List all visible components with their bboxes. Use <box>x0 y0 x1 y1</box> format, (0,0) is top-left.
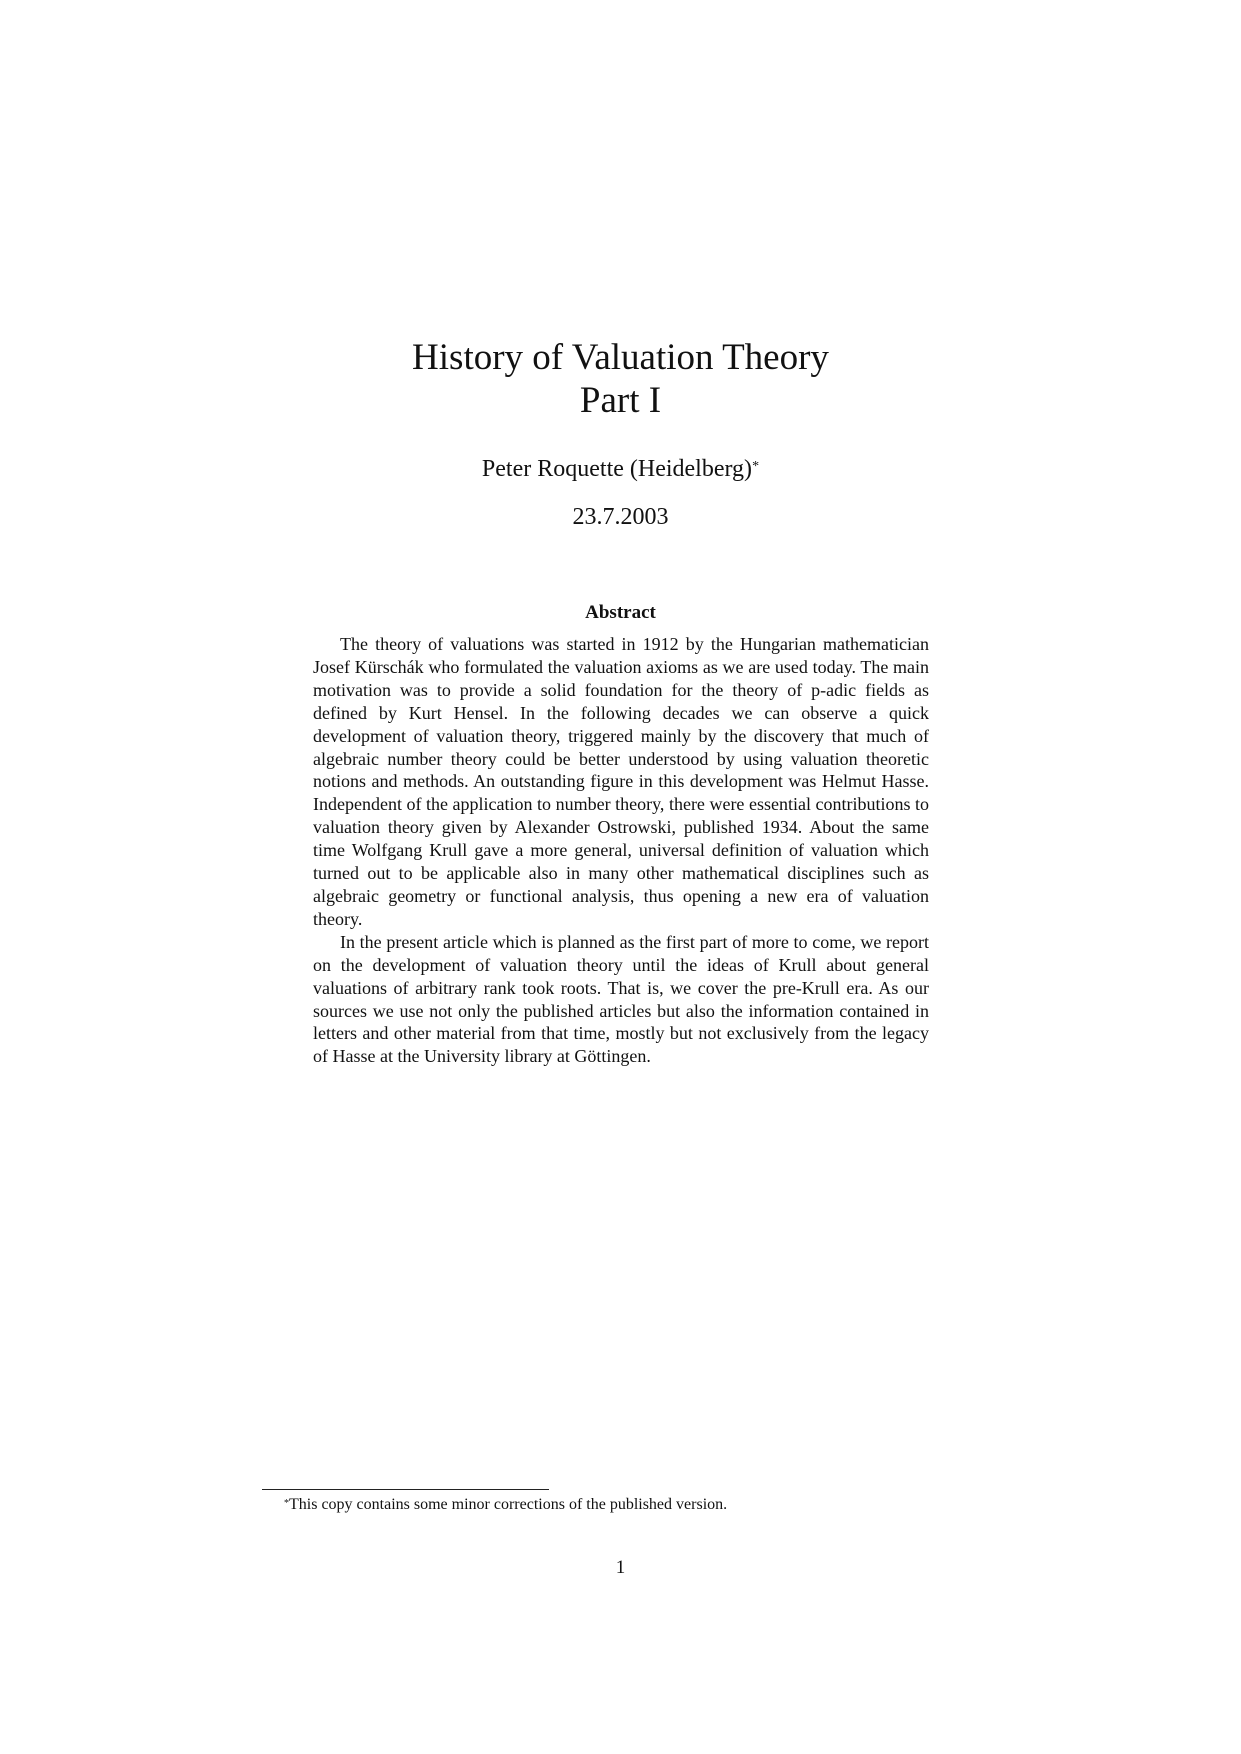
author-footnote-mark: * <box>752 459 760 474</box>
title-line-1: History of Valuation Theory <box>412 337 829 378</box>
page-number: 1 <box>615 1557 626 1578</box>
footnote-mark: * <box>284 1498 289 1509</box>
abstract-heading: Abstract <box>585 602 656 623</box>
author-name: Peter Roquette (Heidelberg) <box>481 456 753 482</box>
author-line <box>0 454 1241 484</box>
abstract-paragraph-1: The theory of valuations was started in 1912 by the Hungarian mathematician Josef Kürschák who formulated the valuation axioms as we are used today. The main motivation was to provide a solid foundation for the theory of p-adic fields as defined by Kurt Hensel. In the following decades we can observe a quick development of valuation theory, triggered mainly by the discovery that much of algebraic number theory could be better understood by using valuation theoretic notions and methods. An outstanding figure in this development was Helmut Hasse. Independent of the application to number theory, there were essential contributions to valuation theory given by Alexander Ostrowski, published 1934. About the same time Wolfgang Krull gave a more general, universal definition of valuation which turned out to be applicable also in many other mathematical disciplines such as algebraic geometry or functional analysis, thus opening a new era of valuation theory. <box>313 634 929 929</box>
abstract-body <box>313 633 929 1068</box>
title-line-2: Part I <box>579 380 662 421</box>
publication-date: 23.7.2003 <box>572 504 669 530</box>
abstract-paragraph-2: In the present article which is planned as the first part of more to come, we report on the development of valuation theory until the ideas of Krull about general valuations of arbitrary rank took roots. That is, we cover the pre-Krull era. As our sources we use not only the published articles but also the information contained in letters and other material from that time, mostly but not exclusively from the legacy of Hasse at the University library at Göttingen. <box>313 931 929 1067</box>
footnote-text: This copy contains some minor corrections of the published version. <box>289 1496 728 1513</box>
footnote-divider <box>262 1489 549 1490</box>
footnote <box>284 1495 984 1515</box>
paper-title <box>0 336 1241 422</box>
